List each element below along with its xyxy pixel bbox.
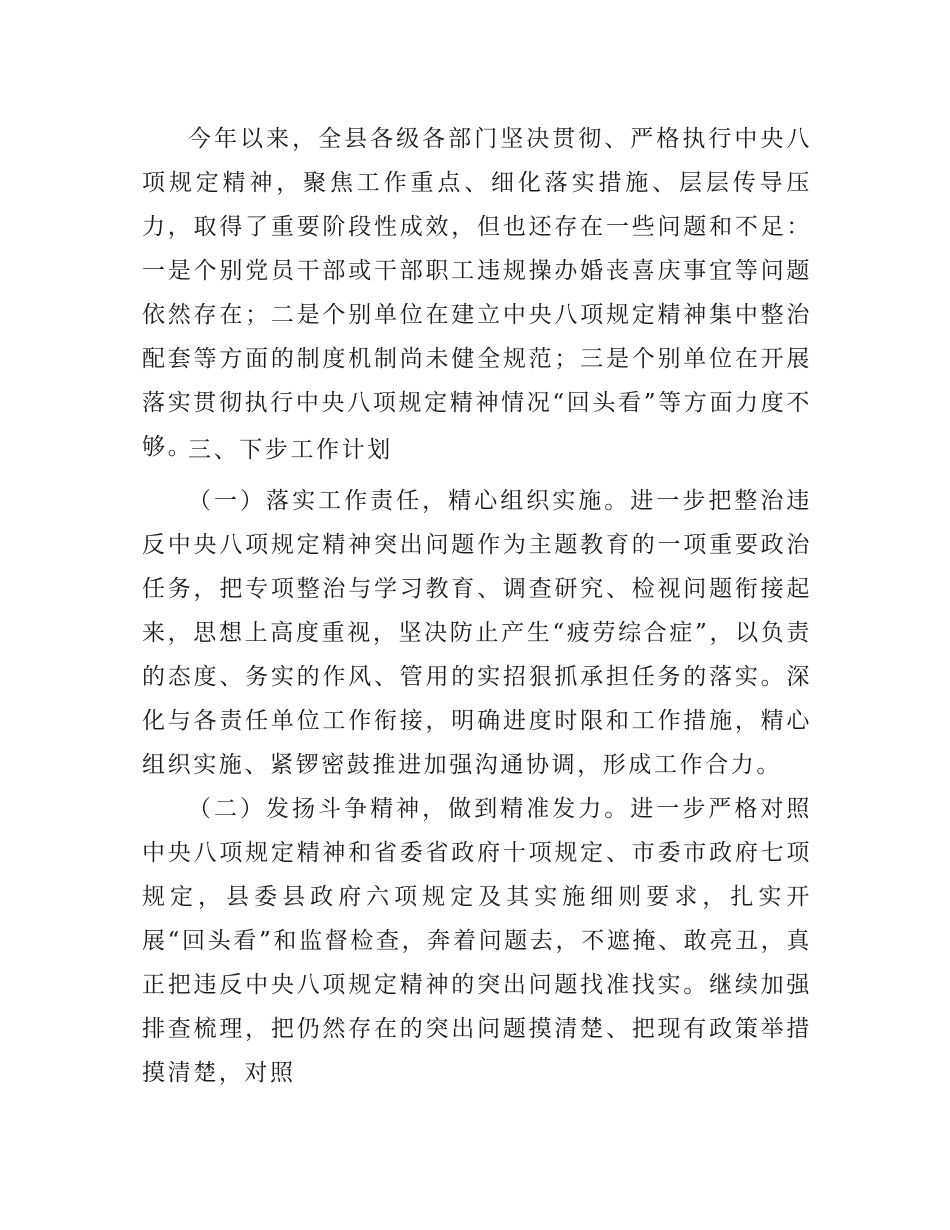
section-heading-next-steps: 三、下步工作计划 [188,437,393,463]
body-paragraph-responsibility: （一）落实工作责任，精心组织实施。进一步把整治违反中央八项规定精神突出问题作为主题教育的一项重要政治任务，把专项整治与学习教育、调查研究、检视问题衔接起来，思想上高度重视，坚决防止产生“疲劳综合症”，以负责的态度、务实的作风、管用的实招狠抓承担任务的落实。深化与各责任单位工作衔接，明确进度时限和工作措施，精心组织实施、紧锣密鼓推进加强沟通协调，形成工作合力。 [142,488,812,778]
body-paragraph-issues: 今年以来，全县各级各部门坚决贯彻、严格执行中央八项规定精神，聚焦工作重点、细化落实措施、层层传导压力，取得了重要阶段性成效，但也还存在一些问题和不足：一是个别党员干部或干部职工违规操办婚丧喜庆事宜等问题依然存在；二是个别单位在建立中央八项规定精神集中整治配套等方面的制度机制尚未健全规范；三是个别单位在开展落实贯彻执行中央八项规定精神情况“回头看”等方面力度不够。 [142,126,812,460]
body-paragraph-struggle-spirit: （二）发扬斗争精神，做到精准发力。进一步严格对照中央八项规定精神和省委省政府十项规定、市委市政府七项规定，县委县政府六项规定及其实施细则要求，扎实开展“回头看”和监督检查，奔着问题去，不遮掩、敢亮丑，真正把违反中央八项规定精神的突出问题找准找实。继续加强排查梳理，把仍然存在的突出问题摸清楚、把现有政策举措摸清楚，对照 [142,796,812,1086]
